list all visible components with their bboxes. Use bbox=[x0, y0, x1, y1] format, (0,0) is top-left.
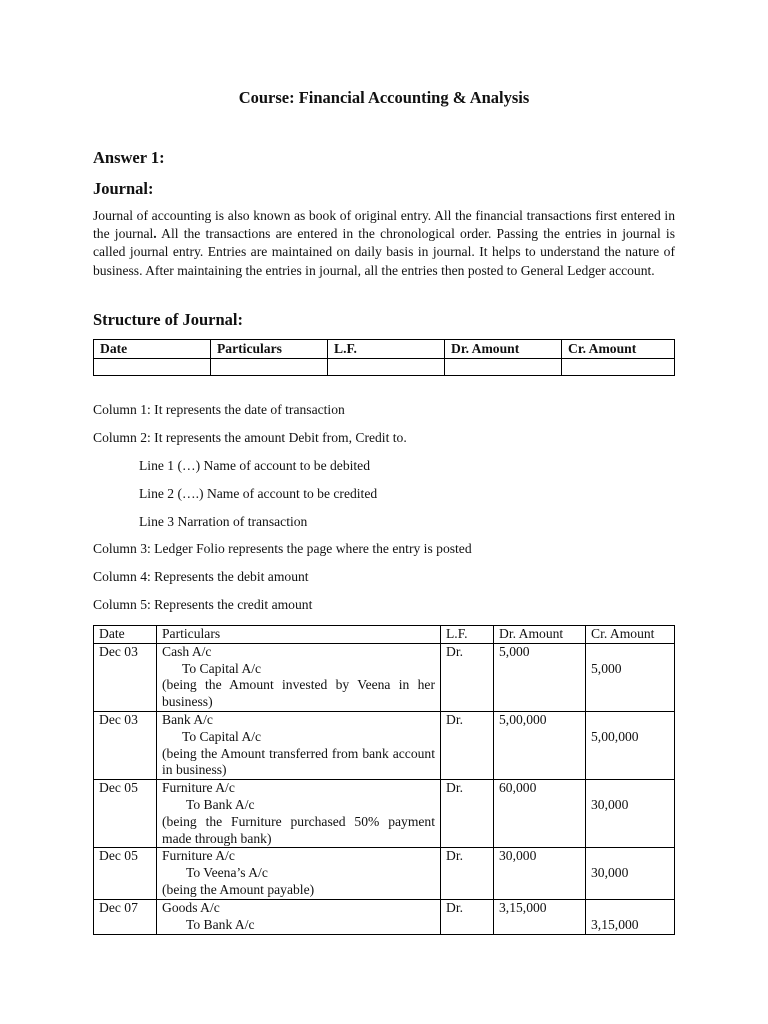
structure-col-particulars: Particulars bbox=[211, 340, 328, 359]
column-3-description: Column 3: Ledger Folio represents the page where the entry is posted bbox=[93, 541, 472, 556]
narration: (being the Amount payable) bbox=[162, 881, 315, 897]
journal-row bbox=[94, 780, 675, 848]
column-4-description: Column 4: Represents the debit amount bbox=[93, 569, 309, 584]
structure-col-cr: Cr. Amount bbox=[562, 340, 675, 359]
entry-particulars bbox=[157, 848, 441, 899]
entry-date: Dec 07 bbox=[94, 899, 157, 934]
narration: (being the Amount transferred from bank account in business) bbox=[162, 745, 435, 778]
journal-paragraph bbox=[93, 207, 675, 280]
entry-dr-amount: 30,000 bbox=[494, 848, 586, 899]
structure-empty-cell bbox=[328, 359, 445, 376]
entry-particulars bbox=[157, 643, 441, 711]
entry-cr-amount: 5,000 bbox=[586, 643, 675, 711]
entry-dr-amount: 5,000 bbox=[494, 643, 586, 711]
entry-date: Dec 05 bbox=[94, 848, 157, 899]
entry-date: Dec 03 bbox=[94, 643, 157, 711]
entry-cr-amount: 30,000 bbox=[586, 848, 675, 899]
course-title: Course: Financial Accounting & Analysis bbox=[238, 88, 530, 107]
journal-heading: Journal: bbox=[93, 179, 154, 198]
structure-empty-cell bbox=[94, 359, 211, 376]
debit-account: Bank A/c bbox=[162, 711, 213, 727]
journal-col-cr: Cr. Amount bbox=[586, 626, 675, 644]
entry-cr-amount: 30,000 bbox=[586, 780, 675, 848]
entry-lf: Dr. bbox=[441, 780, 494, 848]
entry-cr-amount: 3,15,000 bbox=[586, 899, 675, 934]
journal-paragraph-bold-period: . bbox=[153, 226, 157, 242]
answer-heading: Answer 1: bbox=[93, 148, 165, 167]
journal-col-dr: Dr. Amount bbox=[494, 626, 586, 644]
journal-paragraph-text: Journal of accounting is also known as book of original entry. All the financial transactions first entered in the journal bbox=[93, 208, 675, 242]
structure-empty-row bbox=[94, 359, 675, 376]
journal-paragraph-text-cont: All the transactions are entered in the chronological order. Passing the entries in journal is called journal entry. Entries are maintained on daily basis in journal. It helps to understand the nature of business. After maintaining the entries in journal, all the entries then posted to General Ledger account. bbox=[93, 226, 675, 278]
debit-account: Cash A/c bbox=[162, 643, 212, 659]
structure-table bbox=[93, 339, 675, 376]
entry-date: Dec 03 bbox=[94, 711, 157, 779]
narration: (being the Amount invested by Veena in her business) bbox=[162, 677, 435, 710]
entry-lf: Dr. bbox=[441, 643, 494, 711]
journal-row bbox=[94, 711, 675, 779]
credit-account: To Capital A/c bbox=[182, 728, 262, 744]
credit-account: To Veena’s A/c bbox=[186, 865, 268, 881]
structure-col-date: Date bbox=[94, 340, 211, 359]
entry-date: Dec 05 bbox=[94, 780, 157, 848]
entry-particulars bbox=[157, 899, 441, 934]
entry-dr-amount: 3,15,000 bbox=[494, 899, 586, 934]
entry-cr-amount: 5,00,000 bbox=[586, 711, 675, 779]
structure-col-dr: Dr. Amount bbox=[445, 340, 562, 359]
journal-col-particulars: Particulars bbox=[157, 626, 441, 644]
journal-row bbox=[94, 643, 675, 711]
credit-account: To Bank A/c bbox=[186, 796, 255, 812]
journal-entries-table bbox=[93, 625, 675, 935]
column-1-description: Column 1: It represents the date of transaction bbox=[93, 402, 345, 417]
line-3-description: Line 3 Narration of transaction bbox=[139, 514, 308, 529]
debit-account: Furniture A/c bbox=[162, 780, 235, 796]
narration: (being the Furniture purchased 50% payment made through bank) bbox=[162, 813, 435, 846]
entry-lf: Dr. bbox=[441, 848, 494, 899]
journal-row bbox=[94, 899, 675, 934]
entry-lf: Dr. bbox=[441, 711, 494, 779]
structure-empty-cell bbox=[445, 359, 562, 376]
credit-account: To Bank A/c bbox=[186, 916, 255, 932]
journal-col-lf: L.F. bbox=[441, 626, 494, 644]
line-2-description: Line 2 (….) Name of account to be credited bbox=[139, 486, 378, 501]
debit-account: Furniture A/c bbox=[162, 848, 235, 864]
column-5-description: Column 5: Represents the credit amount bbox=[93, 597, 313, 612]
structure-empty-cell bbox=[562, 359, 675, 376]
debit-account: Goods A/c bbox=[162, 899, 220, 915]
structure-col-lf: L.F. bbox=[328, 340, 445, 359]
entry-particulars bbox=[157, 780, 441, 848]
line-1-description: Line 1 (…) Name of account to be debited bbox=[139, 458, 371, 473]
entry-dr-amount: 5,00,000 bbox=[494, 711, 586, 779]
journal-col-date: Date bbox=[94, 626, 157, 644]
structure-empty-cell bbox=[211, 359, 328, 376]
journal-header-row bbox=[94, 626, 675, 644]
credit-account: To Capital A/c bbox=[182, 660, 262, 676]
structure-header-row bbox=[94, 340, 675, 359]
journal-row bbox=[94, 848, 675, 899]
entry-lf: Dr. bbox=[441, 899, 494, 934]
structure-heading: Structure of Journal: bbox=[93, 310, 244, 329]
entry-particulars bbox=[157, 711, 441, 779]
column-2-description: Column 2: It represents the amount Debit from, Credit to. bbox=[93, 430, 407, 445]
entry-dr-amount: 60,000 bbox=[494, 780, 586, 848]
